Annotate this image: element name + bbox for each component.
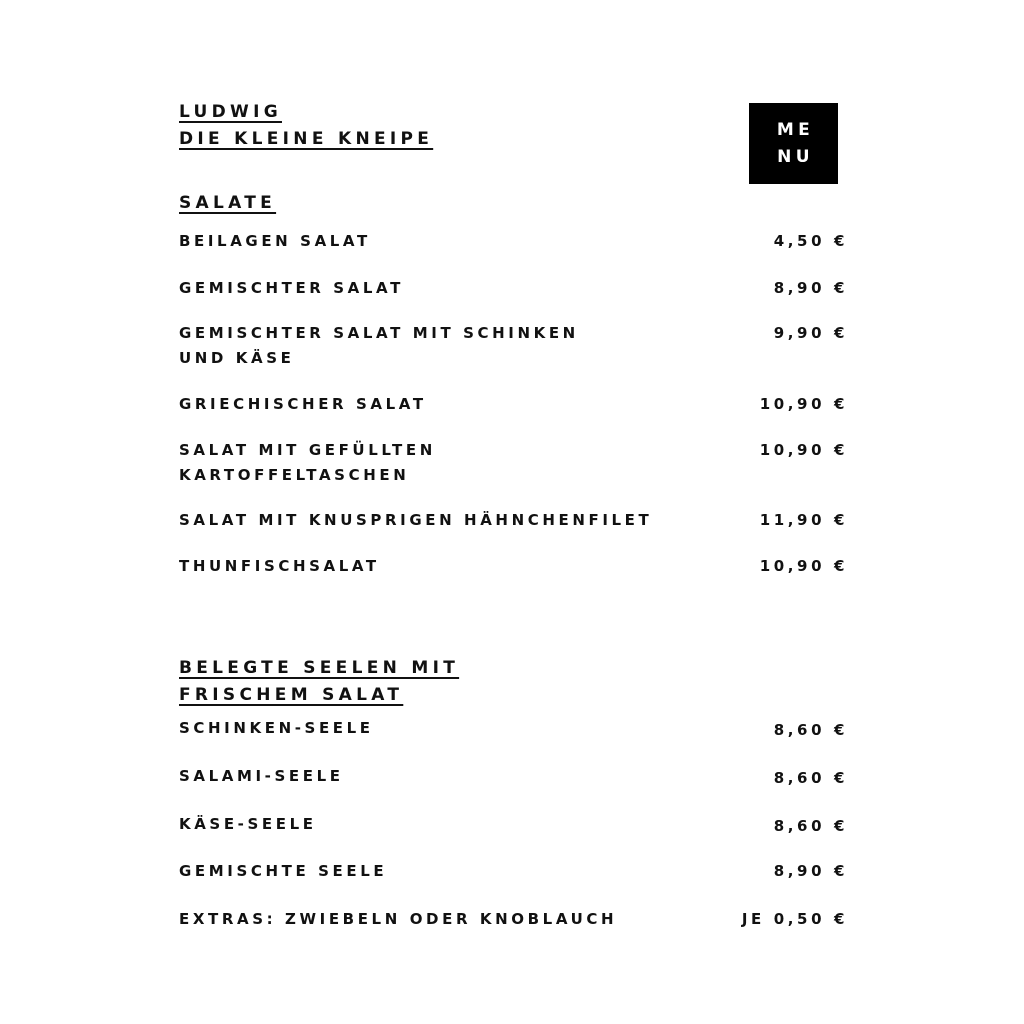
menu-item-name: EXTRAS: ZWIEBELN ODER KNOBLAUCH	[179, 910, 618, 928]
menu-item-price: JE 0,50 €	[741, 910, 848, 928]
menu-item-price: 9,90 €	[773, 324, 848, 342]
menu-item-price: 8,60 €	[773, 769, 848, 787]
restaurant-name: LUDWIG	[179, 102, 282, 122]
menu-item-price: 8,90 €	[773, 279, 848, 297]
menu-item-name: BEILAGEN SALAT	[179, 232, 371, 250]
menu-item-name: THUNFISCHSALAT	[179, 557, 380, 575]
menu-item-name-continued: KARTOFFELTASCHEN	[179, 466, 410, 484]
menu-item-price: 8,60 €	[773, 817, 848, 835]
menu-item-price: 10,90 €	[759, 441, 848, 459]
menu-item-name-continued: UND KÄSE	[179, 349, 295, 367]
menu-item-name: GRIECHISCHER SALAT	[179, 395, 427, 413]
menu-badge-line2: NU	[777, 147, 814, 167]
section-title-seelen: BELEGTE SEELEN MIT	[179, 658, 460, 678]
menu-item-name: GEMISCHTER SALAT	[179, 279, 404, 297]
section-title-seelen-continued: FRISCHEM SALAT	[179, 685, 404, 705]
menu-item-name: GEMISCHTER SALAT MIT SCHINKEN	[179, 324, 579, 342]
menu-badge	[749, 103, 838, 184]
menu-badge-line1: ME	[776, 120, 815, 140]
menu-item-price: 11,90 €	[759, 511, 848, 529]
menu-item-name: GEMISCHTE SEELE	[179, 862, 388, 880]
restaurant-subtitle: DIE KLEINE KNEIPE	[179, 129, 434, 149]
menu-item-price: 10,90 €	[759, 557, 848, 575]
menu-item-name: KÄSE-SEELE	[179, 815, 317, 833]
menu-item-name: SCHINKEN-SEELE	[179, 719, 374, 737]
menu-item-price: 10,90 €	[759, 395, 848, 413]
menu-item-price: 4,50 €	[773, 232, 848, 250]
menu-item-name: SALAT MIT KNUSPRIGEN HÄHNCHENFILET	[179, 511, 653, 529]
menu-item-name: SALAMI-SEELE	[179, 767, 344, 785]
menu-item-price: 8,60 €	[773, 721, 848, 739]
menu-item-price: 8,90 €	[773, 862, 848, 880]
section-title-salate: SALATE	[179, 193, 277, 213]
menu-item-name: SALAT MIT GEFÜLLTEN	[179, 441, 436, 459]
